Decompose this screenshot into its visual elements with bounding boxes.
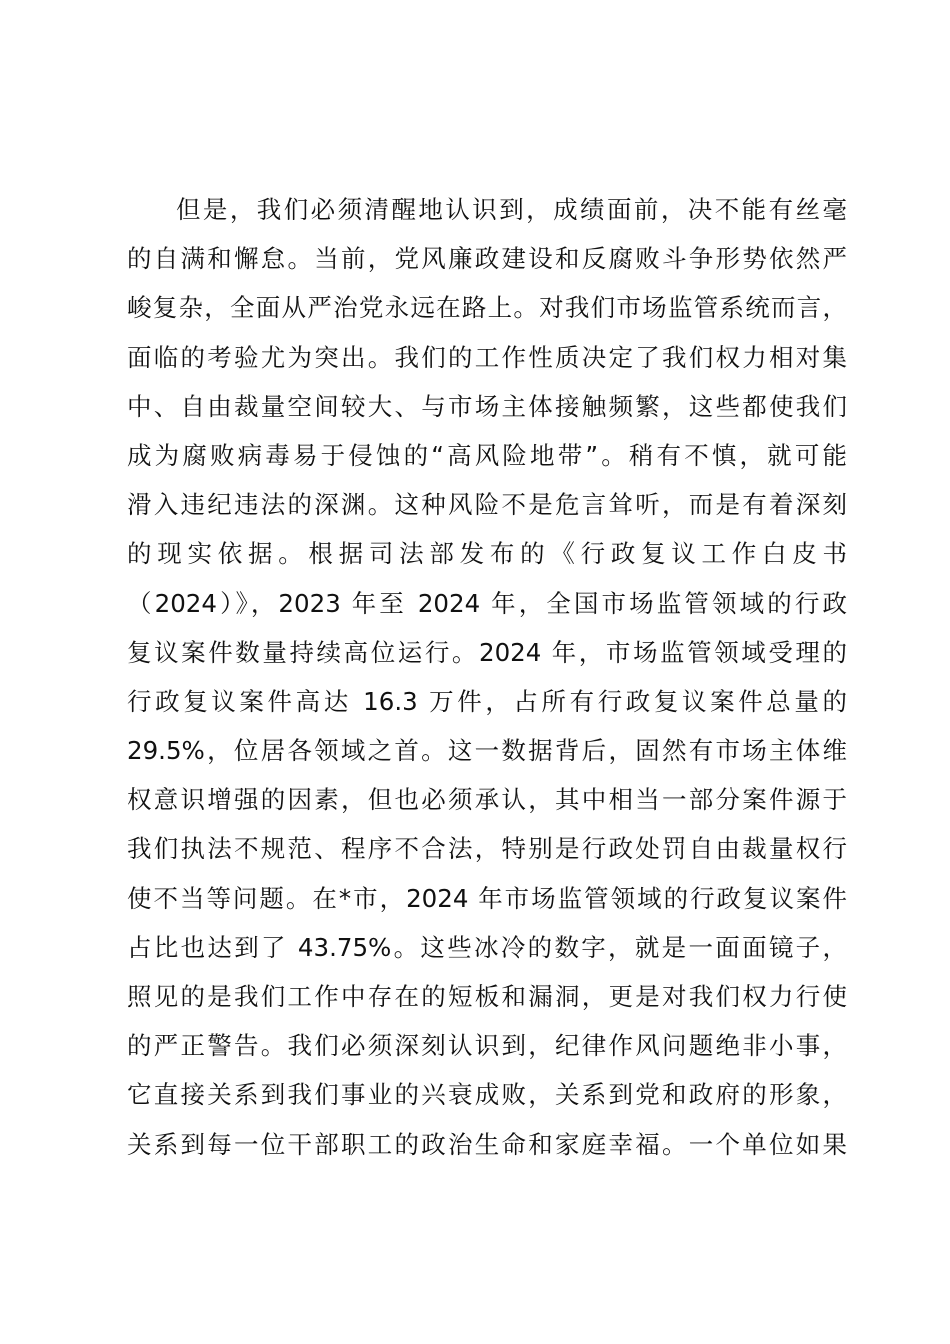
- body-paragraph: [127, 185, 847, 1169]
- paragraph-line: 我们执法不规范、程序不合法，特别是行政处罚自由裁量权行: [127, 834, 847, 864]
- paragraph-line: 滑入违纪违法的深渊。这种风险不是危言耸听，而是有着深刻: [127, 490, 847, 520]
- paragraph-line: 行政复议案件高达 16.3 万件，占所有行政复议案件总量的: [127, 686, 847, 716]
- paragraph-line: 关系到每一位干部职工的政治生命和家庭幸福。一个单位如果: [127, 1129, 847, 1159]
- paragraph-line: 复议案件数量持续高位运行。2024 年，市场监管领域受理的: [127, 637, 847, 667]
- paragraph-line: 的现实依据。根据司法部发布的《行政复议工作白皮书: [127, 539, 847, 569]
- paragraph-line: 的严正警告。我们必须深刻认识到，纪律作风问题绝非小事，: [127, 1031, 847, 1061]
- paragraph-line: 权意识增强的因素，但也必须承认，其中相当一部分案件源于: [127, 785, 847, 815]
- paragraph-line: 中、自由裁量空间较大、与市场主体接触频繁，这些都使我们: [127, 391, 847, 421]
- paragraph-line: （2024）》，2023 年至 2024 年，全国市场监管领域的行政: [127, 588, 847, 618]
- paragraph-line: 峻复杂，全面从严治党永远在路上。对我们市场监管系统而言，: [127, 293, 847, 323]
- paragraph-line: 29.5%，位居各领域之首。这一数据背后，固然有市场主体维: [127, 736, 847, 766]
- paragraph-line: 占比也达到了 43.75%。这些冰冷的数字，就是一面面镜子，: [127, 932, 847, 962]
- paragraph-line: 成为腐败病毒易于侵蚀的“高风险地带”。稍有不慎，就可能: [127, 440, 847, 470]
- paragraph-line: 但是，我们必须清醒地认识到，成绩面前，决不能有丝毫: [176, 195, 847, 224]
- paragraph-line: 面临的考验尤为突出。我们的工作性质决定了我们权力相对集: [127, 342, 847, 372]
- paragraph-line: 照见的是我们工作中存在的短板和漏洞，更是对我们权力行使: [127, 982, 847, 1011]
- paragraph-line: 它直接关系到我们事业的兴衰成败，关系到党和政府的形象，: [127, 1080, 847, 1110]
- paragraph-line: 的自满和懈怠。当前，党风廉政建设和反腐败斗争形势依然严: [127, 244, 847, 274]
- paragraph-line: 使不当等问题。在*市，2024 年市场监管领域的行政复议案件: [127, 883, 847, 913]
